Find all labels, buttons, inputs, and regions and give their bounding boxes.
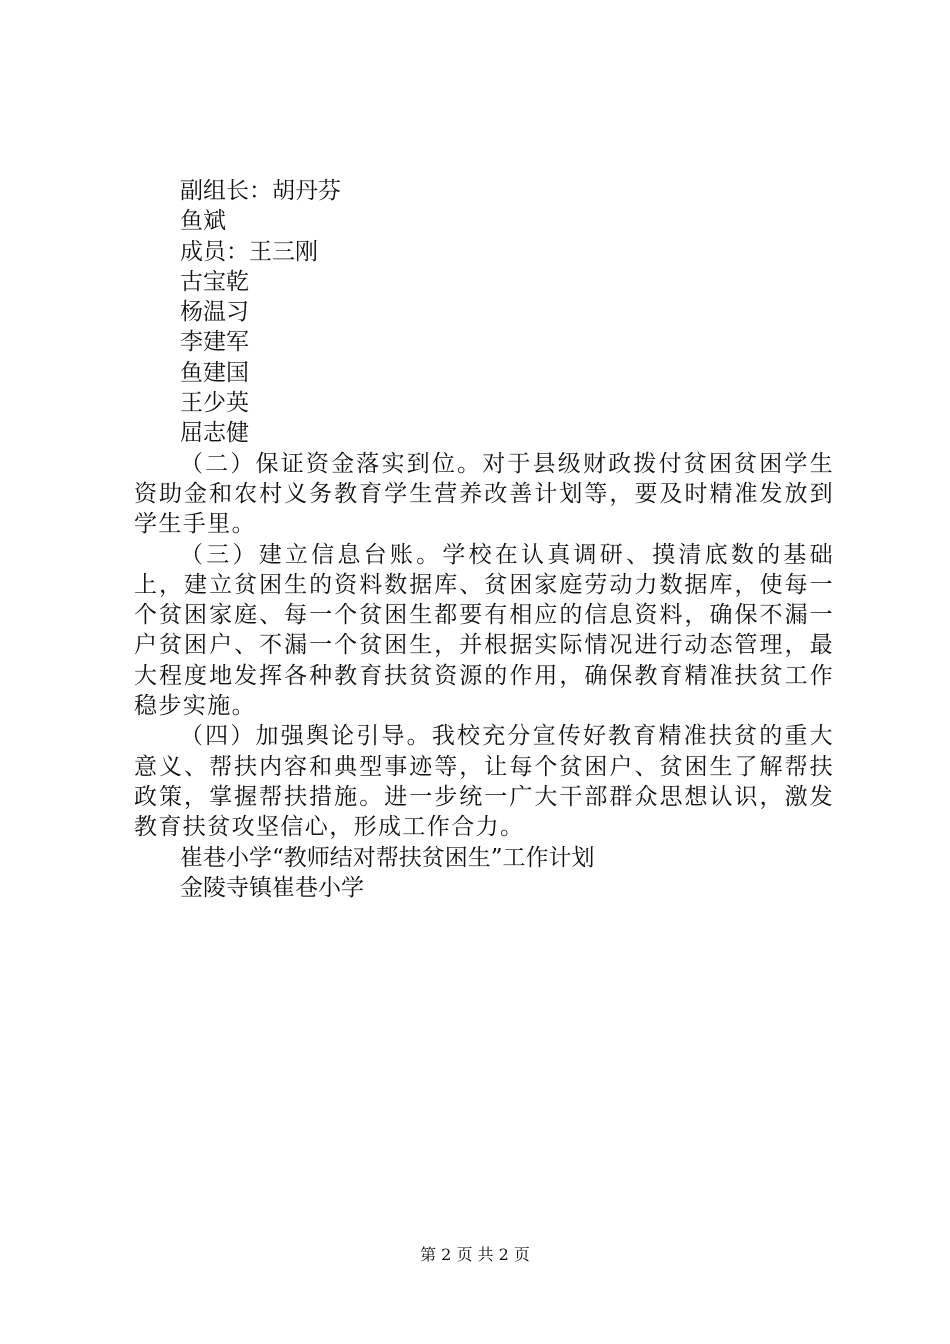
text-line: 副组长：胡丹芬 <box>180 178 341 204</box>
text-line: 鱼建国 <box>180 359 249 386</box>
paragraph-info-ledger: （三）建立信息台账。学校在认真调研、摸清底数的基础上，建立贫困生的资料数据库、贫困家庭劳动力数据库，使每一个贫困家庭、每一个贫困生都要有相应的信息资料，确保不漏一户贫困户、不漏一个贫困生，并根据实际情况进行动态管理，最大程度地发挥各种教育扶贫资源的作用，确保教育精准扶贫工作稳步实施。 <box>134 541 834 720</box>
text-line: 杨温习 <box>180 299 249 326</box>
text-line: 屈志健 <box>180 420 249 447</box>
text-line: 古宝乾 <box>180 268 249 295</box>
paragraph-funding: （二）保证资金落实到位。对于县级财政拨付贫困贫困学生资助金和农村义务教育学生营养改善计划等，要及时精准发放到学生手里。 <box>134 450 834 538</box>
text-line: 成员：王三刚 <box>180 238 318 265</box>
school-name-line: 金陵寺镇崔巷小学 <box>180 874 364 901</box>
page-footer: 第 2 页 共 2 页 <box>420 1245 530 1264</box>
document-body <box>134 176 834 903</box>
text-line: 王少英 <box>180 390 249 417</box>
paragraph-publicity: （四）加强舆论引导。我校充分宣传好教育精准扶贫的重大意义、帮扶内容和典型事迹等，让每个贫困户、贫困生了解帮扶政策，掌握帮扶措施。进一步统一广大干部群众思想认识，激发教育扶贫攻坚信心，形成工作合力。 <box>134 723 834 841</box>
text-line: 鱼斌 <box>180 208 226 235</box>
text-line: 李建军 <box>180 329 249 356</box>
plan-title-line: 崔巷小学“教师结对帮扶贫困生”工作计划 <box>180 844 595 871</box>
